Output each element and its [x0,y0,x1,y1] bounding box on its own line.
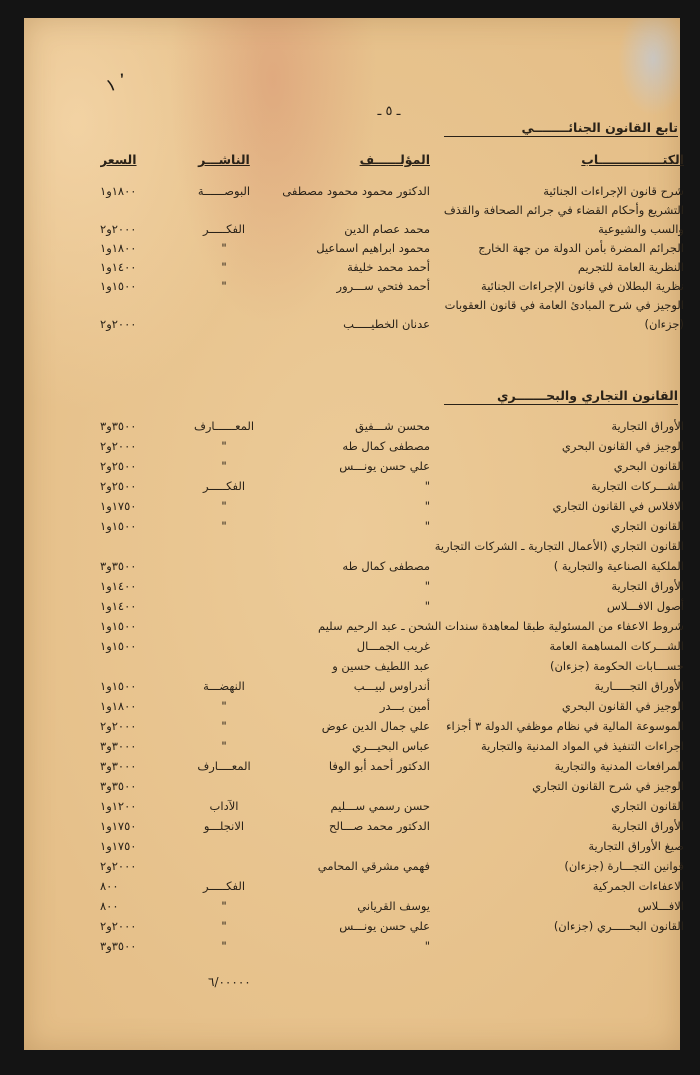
row-title: الأوراق التجارية [611,819,684,833]
row-author: عدنان الخطيـــــب [343,317,430,331]
row-author: محسن شـــفيق [355,419,430,433]
row-title: حســـابات الحكومة (جزءان) [549,659,684,673]
row-price: ٣٥٠٠و٣ [100,779,137,793]
row-publisher: " [221,699,227,713]
row-price: ٣٠٠٠و٣ [100,739,137,753]
row-price: ١٧٥٠و١ [100,499,137,513]
row-title: القانون البحري [613,459,684,473]
row-title: الوجيز في شرح المبادئ العامة في قانون العقوبات [444,298,684,312]
row-author: " [424,479,430,493]
section2-title: القانون التجاري والبحـــــــري [444,388,678,405]
row-price: ٢٥٠٠و٢ [100,459,137,473]
row-price [100,295,170,315]
row-price: ٨٠٠ [100,879,119,893]
row-title: الوجيز في القانون البحري [561,439,684,453]
row-price: ١٨٠٠و١ [100,699,137,713]
row-author: " [424,519,430,533]
row-author: الدكتور محمود محمود مصطفى [282,184,430,198]
row-author: " [424,579,430,593]
row-title: الوجيز في القانون البحري [561,699,684,713]
row-title: التشريع وأحكام القضاء في جرائم الصحافة والقذف [443,203,684,217]
row-publisher: " [221,519,227,533]
row-publisher [174,596,274,616]
row-author: " [424,499,430,513]
row-publisher: " [221,499,227,513]
row-author [272,776,430,796]
row-price: ٢٠٠٠و٢ [100,719,137,733]
row-publisher [174,616,274,636]
row-publisher: " [221,279,227,293]
row-title: القانون التجاري [611,799,684,813]
row-publisher: " [221,939,227,953]
row-publisher [174,656,274,676]
row-title: المرافعات المدنية والتجارية [554,759,684,773]
row-publisher: " [221,899,227,913]
row-price: ١٨٠٠و١ [100,184,137,198]
row-title: الافلاس في القانون التجاري [552,499,684,513]
row-title: الوجيز في شرح القانون التجاري [532,779,684,793]
row-author [272,876,430,896]
row-author: أمين بـــدر [379,699,430,713]
row-price: ١٨٠٠و١ [100,241,137,255]
row-title: قوانين التجـــارة (جزءان) [564,859,684,873]
row-price: ٢٠٠٠و٢ [100,859,137,873]
row-price: ٢٠٠٠و٢ [100,439,137,453]
row-publisher: المعــــارف [197,759,251,773]
row-price [100,656,170,676]
row-publisher: المعــــــارف [193,419,255,433]
row-publisher: الفكـــــر [202,479,246,493]
row-price: ١٥٠٠و١ [100,279,137,293]
row-price: ٣٥٠٠و٣ [100,939,137,953]
row-price: ٢٠٠٠و٢ [100,222,137,236]
long-line-1: القانون التجاري (الأعمال التجارية ـ الشركات التجارية [434,539,684,553]
row-title: نظرية البطلان في قانون الإجراءات الجنائية [481,279,684,293]
row-publisher: " [221,260,227,274]
row-price: ٢٥٠٠و٢ [100,479,137,493]
section1-title: تابع القانون الجنائــــــــي [444,120,678,137]
row-publisher: الآداب [209,799,239,813]
row-price: ١٤٠٠و١ [100,260,137,274]
header-title: الكتـــــــــــــــاب [581,152,684,167]
row-publisher [174,836,274,856]
row-author: يوسف القرياني [357,899,430,913]
long-line-2: شروط الاعفاء من المسئولية طبقا لمعاهدة سندات الشحن ـ عبد الرحيم سليم [318,619,684,633]
row-author: أحمد فتحي ســـرور [336,279,430,293]
row-publisher: " [221,241,227,255]
row-author: فهمي مشرقي المحامي [317,859,430,873]
row-title: الافـــلاس [637,899,684,913]
header-publisher: الناشـــر [198,152,250,167]
row-price: ٣٥٠٠و٣ [100,559,137,573]
row-price: ١٤٠٠و١ [100,579,137,593]
header-author: المؤلــــــف [359,152,430,167]
row-title: القانون البحـــــري (جزءان) [553,919,684,933]
row-author: عبد اللطيف حسين و [332,659,430,673]
row-title: الأوراق التجارية [611,579,684,593]
row-author: أحمد محمد خليفة [347,260,430,274]
row-price: ٣٥٠٠و٣ [100,419,137,433]
row-author [272,295,430,315]
row-author: عباس البحيـــري [351,739,430,753]
row-price: ٣٠٠٠و٣ [100,759,137,773]
row-price: ١٥٠٠و١ [100,519,137,533]
row-title: الأوراق التجارية [611,419,684,433]
document-page [24,18,684,1050]
row-author: علي جمال الدين عوض [321,719,430,733]
row-author: علي حسن يونـــس [339,459,430,473]
row-publisher [174,776,274,796]
row-title: الاعفاءات الجمركية [592,879,684,893]
row-title: الشـــركات التجارية [591,479,684,493]
row-publisher [174,556,274,576]
row-publisher [174,856,274,876]
row-publisher [174,314,274,334]
row-publisher [174,576,274,596]
row-author: الدكتور محمد صـــالح [328,819,430,833]
row-title: النظرية العامة للتجريم [577,260,684,274]
row-title: اجراءات التنفيذ في المواد المدنية والتجارية [481,739,684,753]
row-title: أصول الافـــلاس [606,599,684,613]
row-author [272,200,430,220]
row-title: الجرائم المضرة بأمن الدولة من جهة الخارج [478,241,684,255]
row-publisher: " [221,739,227,753]
row-author: " [424,939,430,953]
corner-mark: ٬ ١ [103,70,131,97]
row-title: الموسوعة المالية في نظام موظفي الدولة ٣ أجزاء [446,719,684,733]
row-author: غريب الجمـــال [356,639,430,653]
row-title: صيغ الأوراق التجارية [588,839,684,853]
row-publisher: الانجلـــو [203,819,245,833]
row-author: محمود ابراهيم اسماعيل [316,241,430,255]
row-title: الشـــركات المساهمة العامة [549,639,684,653]
row-author: علي حسن يونـــس [339,919,430,933]
row-author: أندراوس لبيـــب [353,679,430,693]
row-publisher: " [221,459,227,473]
row-publisher [174,200,274,220]
row-publisher [174,295,274,315]
row-price: ٢٠٠٠و٢ [100,317,137,331]
row-author: حسن رسمي ســـليم [330,799,430,813]
row-title: الملكية الصناعية والتجارية ) [553,559,684,573]
row-price: ١٧٥٠و١ [100,839,137,853]
row-title [424,936,684,956]
row-title: شرح قانون الإجراءات الجنائية [543,184,684,198]
row-author: " [424,599,430,613]
row-price: ١٧٥٠و١ [100,819,137,833]
row-title: الأوراق التجـــــارية [594,679,684,693]
row-publisher: " [221,439,227,453]
row-title: القانون التجاري [611,519,684,533]
row-author: مصطفى كمال طه [342,559,430,573]
row-publisher: النهضـــة [203,679,245,693]
row-publisher [174,636,274,656]
row-publisher: البوصــــــة [197,184,251,198]
row-publisher: " [221,719,227,733]
row-price: ١٥٠٠و١ [100,679,137,693]
row-title: والسب والشيوعية [598,222,684,236]
row-publisher: الفكـــــر [202,879,246,893]
header-price: السعر [100,152,137,167]
row-publisher: الفكـــــر [202,222,246,236]
row-price: ١٥٠٠و١ [100,639,137,653]
row-price: ١٢٠٠و١ [100,799,137,813]
row-publisher: " [221,919,227,933]
row-price: ٨٠٠ [100,899,119,913]
row-author [272,836,430,856]
row-price: ١٥٠٠و١ [100,619,137,633]
row-price: ٢٠٠٠و٢ [100,919,137,933]
total-amount: ٦/٠٠٠٠٠ [208,975,251,989]
row-author: محمد عصام الدين [344,222,430,236]
page-number: ـ ٥ ـ [377,104,401,119]
row-author: مصطفى كمال طه [342,439,430,453]
row-price [100,200,170,220]
row-title: (جزءان) [644,317,684,331]
row-author: الدكتور أحمد أبو الوفا [328,759,430,773]
row-price: ١٤٠٠و١ [100,599,137,613]
